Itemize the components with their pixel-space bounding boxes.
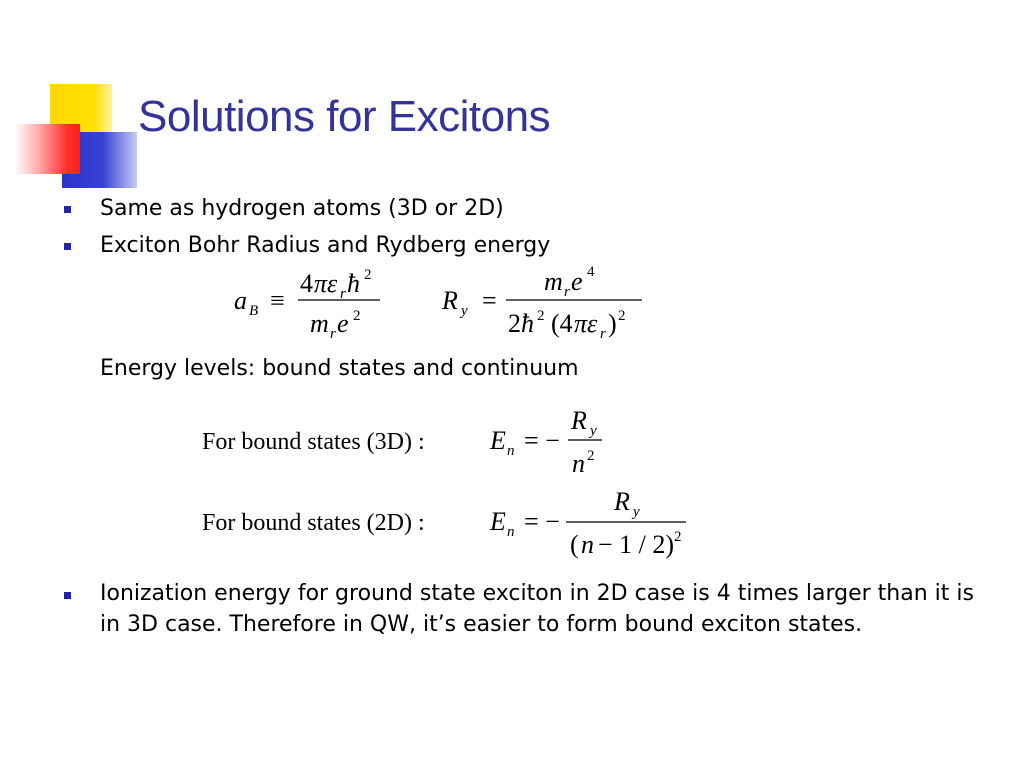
svg-text:E: E	[490, 507, 506, 536]
svg-text:2: 2	[353, 308, 361, 324]
svg-text:e: e	[337, 309, 349, 338]
svg-text:y: y	[461, 303, 468, 319]
svg-text:m: m	[544, 267, 563, 296]
svg-text:ħ: ħ	[347, 269, 360, 298]
svg-text:2: 2	[508, 309, 521, 338]
svg-text:= −: = −	[524, 507, 560, 536]
slide-title: Solutions for Excitons	[138, 92, 551, 141]
svg-text:≡: ≡	[270, 286, 285, 315]
svg-text:r: r	[340, 286, 346, 302]
svg-text:(: (	[570, 530, 579, 559]
svg-text:r: r	[600, 326, 606, 342]
bound-states-3d-equation	[196, 402, 616, 482]
svg-text:= −: = −	[524, 426, 560, 455]
svg-text:2: 2	[587, 448, 595, 464]
bound-states-2d-equation	[196, 484, 696, 564]
svg-text:): )	[608, 309, 617, 338]
bullet-marker	[64, 206, 71, 213]
bullet-bohr-radius-rydberg: Exciton Bohr Radius and Rydberg energy	[100, 233, 551, 258]
svg-text:y: y	[633, 504, 640, 520]
rydberg-energy-equation	[440, 260, 650, 345]
svg-text:e: e	[571, 267, 583, 296]
svg-text:r: r	[330, 326, 336, 342]
bullet-marker	[64, 592, 71, 599]
bullet-hydrogen-atoms: Same as hydrogen atoms (3D or 2D)	[100, 196, 504, 221]
svg-text:πε: πε	[574, 309, 598, 338]
svg-text:n: n	[572, 449, 585, 478]
svg-text:(4: (4	[551, 309, 573, 338]
bohr-radius-equation	[230, 260, 400, 345]
svg-text:R: R	[442, 286, 458, 315]
svg-text:r: r	[564, 284, 570, 300]
svg-text:R: R	[614, 487, 630, 516]
svg-text:2: 2	[364, 267, 372, 283]
svg-text:4: 4	[587, 264, 595, 280]
svg-text:a: a	[234, 286, 247, 315]
svg-text:n: n	[507, 443, 515, 459]
svg-text:n: n	[581, 530, 594, 559]
svg-text:B: B	[249, 303, 259, 319]
svg-text:For bound states (3D) :: For bound states (3D) :	[202, 429, 425, 455]
logo-red-square	[14, 124, 80, 174]
svg-text:− 1 / 2): − 1 / 2)	[598, 530, 675, 559]
svg-text:ħ: ħ	[521, 309, 534, 338]
svg-text:2: 2	[674, 529, 682, 545]
svg-text:E: E	[490, 426, 506, 455]
ionization-energy-paragraph: Ionization energy for ground state exciton in 2D case is 4 times larger than it is in 3D case. Therefore in QW, it’s easier to form bound exciton states.	[100, 581, 974, 637]
svg-text:n: n	[507, 524, 515, 540]
svg-text:2: 2	[618, 308, 626, 324]
svg-text:R: R	[571, 406, 587, 435]
svg-text:y: y	[590, 423, 597, 439]
svg-text:4: 4	[300, 269, 313, 298]
svg-text:For bound states (2D) :: For bound states (2D) :	[202, 510, 425, 536]
energy-levels-label: Energy levels: bound states and continuum	[100, 356, 579, 381]
svg-text:=: =	[482, 286, 497, 315]
svg-text:πε: πε	[314, 269, 338, 298]
bullet-marker	[64, 243, 71, 250]
svg-text:m: m	[310, 309, 329, 338]
svg-text:2: 2	[537, 308, 545, 324]
